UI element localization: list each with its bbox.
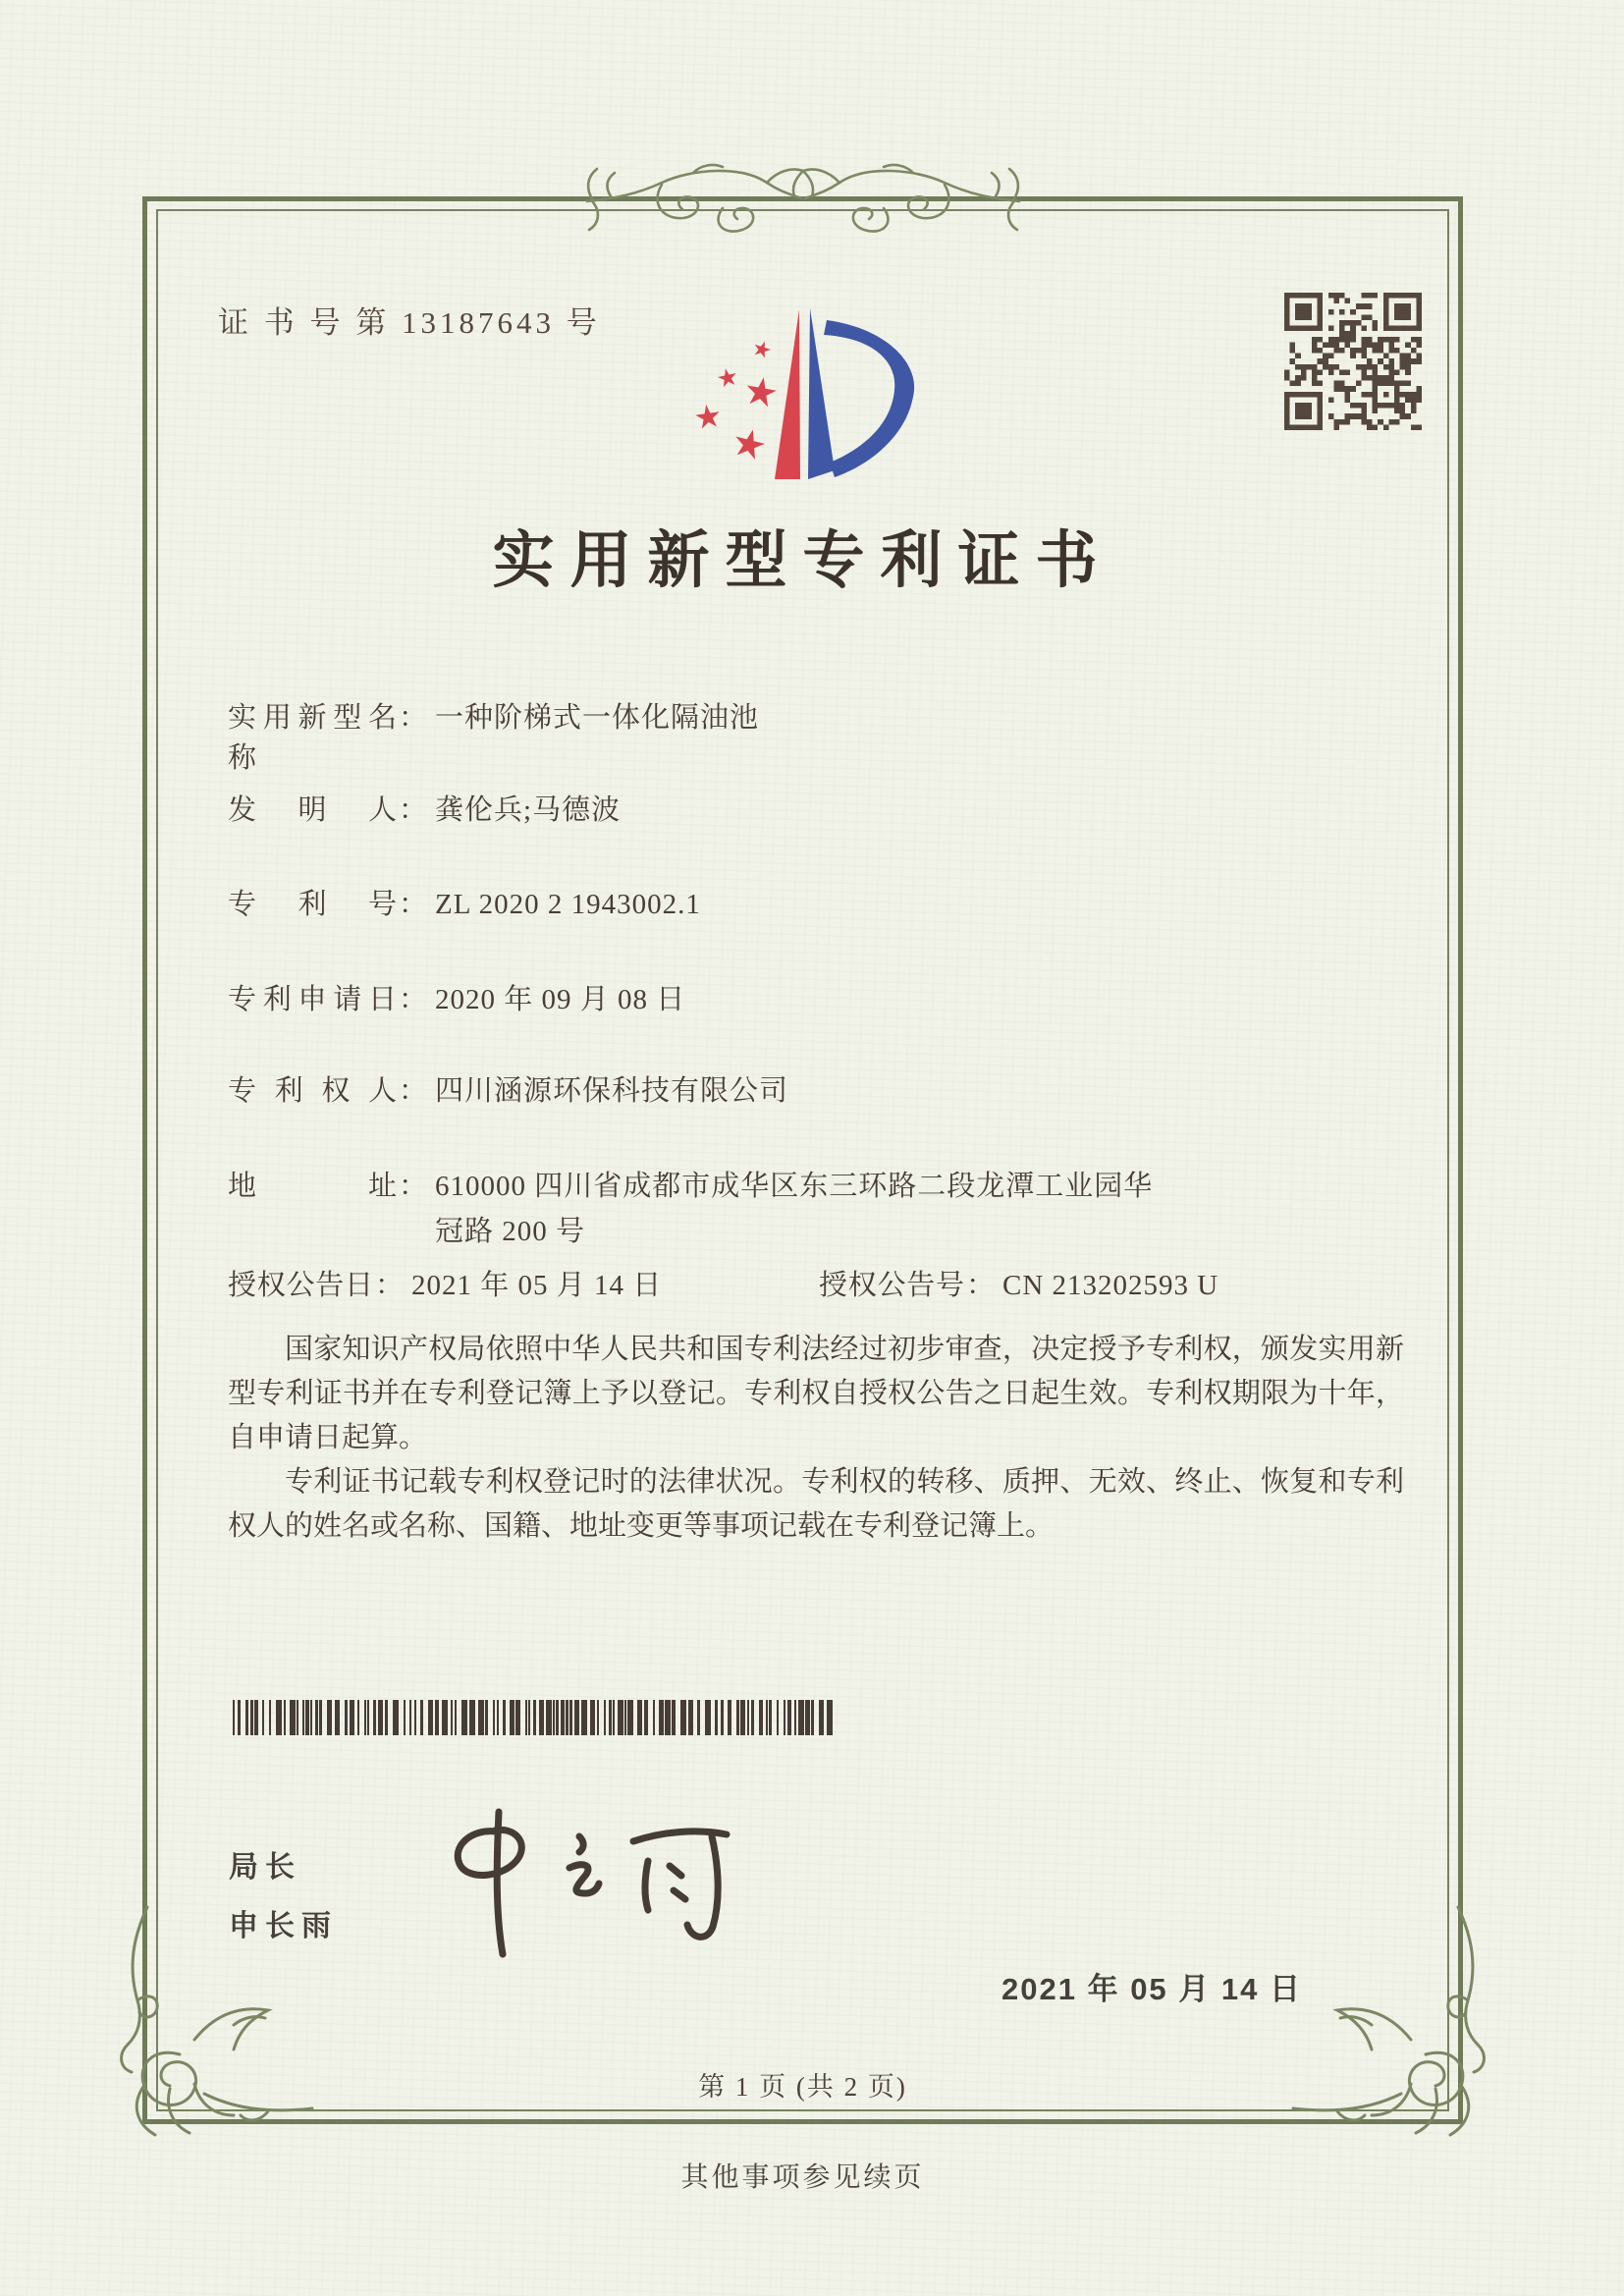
field-value: 一种阶梯式一体化隔油池 bbox=[435, 702, 760, 734]
field-value: ZL 2020 2 1943002.1 bbox=[435, 889, 701, 920]
field-row-filing-date bbox=[228, 977, 1416, 1022]
certificate-title: 实用新型专利证书 bbox=[492, 526, 1113, 595]
footer-note: 其他事项参见续页 bbox=[680, 2162, 925, 2193]
field-value: 2021 年 05 月 14 日 bbox=[411, 1270, 663, 1301]
field-row-patent-no bbox=[228, 882, 1416, 927]
field-colon: ： bbox=[966, 1270, 996, 1301]
field-colon: ： bbox=[399, 702, 428, 734]
bottom-right-corner-ornament bbox=[1291, 1907, 1519, 2145]
field-value: 2020 年 09 月 08 日 bbox=[435, 984, 686, 1015]
field-row-grant bbox=[228, 1263, 1416, 1308]
field-row-patentee bbox=[228, 1068, 1416, 1114]
field-label: 授权公告号 bbox=[819, 1270, 964, 1301]
field-label: 实用新型名称 bbox=[228, 702, 397, 774]
field-label: 专利权人 bbox=[228, 1075, 397, 1107]
field-value: CN 213202593 U bbox=[1002, 1270, 1219, 1301]
field-value: 龚伦兵;马德波 bbox=[435, 794, 622, 826]
field-colon: ： bbox=[399, 889, 428, 920]
cnipa-logo bbox=[679, 293, 937, 501]
field-row-name bbox=[228, 695, 1416, 776]
signature-script bbox=[412, 1807, 746, 1964]
logo-p-bowl bbox=[824, 320, 914, 477]
field-colon: ： bbox=[399, 1075, 428, 1107]
legal-text bbox=[228, 1328, 1404, 1549]
issue-date: 2021 年 05 月 14 日 bbox=[1001, 1972, 1302, 2006]
field-row-inventor bbox=[228, 788, 1416, 833]
field-label: 授权公告日 bbox=[228, 1270, 373, 1301]
field-label: 地址 bbox=[228, 1171, 397, 1202]
field-colon: ： bbox=[399, 1171, 428, 1202]
field-label: 发明人 bbox=[228, 794, 397, 826]
field-value: 610000 四川省成都市成华区东三环路二段龙潭工业园华冠路 200 号 bbox=[435, 1171, 1154, 1247]
qr-code bbox=[1284, 293, 1422, 430]
field-label: 专利申请日 bbox=[228, 984, 397, 1015]
field-value: 四川涵源环保科技有限公司 bbox=[435, 1075, 789, 1107]
signer-name: 申长雨 bbox=[229, 1910, 338, 1942]
field-colon: ： bbox=[375, 1270, 405, 1301]
legal-paragraph: 专利证书记载专利权登记时的法律状况。专利权的转移、质押、无效、终止、恢复和专利权人的姓名或名称、国籍、地址变更等事项记载在专利登记簿上。 bbox=[228, 1466, 1404, 1542]
grant-number-group bbox=[819, 1263, 1218, 1308]
legal-paragraph: 国家知识产权局依照中华人民共和国专利法经过初步审查，决定授予专利权，颁发实用新型专利证书并在专利登记簿上予以登记。专利权自授权公告之日起生效。专利权期限为十年，自申请日起算。 bbox=[228, 1334, 1404, 1453]
page-info: 第 1 页 (共 2 页) bbox=[698, 2072, 907, 2102]
certificate-number: 证 书 号 第 13187643 号 bbox=[218, 305, 601, 340]
signer-title: 局长 bbox=[229, 1851, 301, 1884]
field-label: 专利号 bbox=[228, 889, 397, 920]
field-colon: ： bbox=[399, 984, 428, 1015]
field-colon: ： bbox=[399, 794, 428, 826]
logo-red-wedge bbox=[775, 309, 800, 479]
barcode bbox=[233, 1700, 841, 1735]
logo-stars bbox=[694, 339, 779, 461]
field-row-address bbox=[228, 1164, 1416, 1254]
top-border-ornament bbox=[585, 155, 1021, 247]
